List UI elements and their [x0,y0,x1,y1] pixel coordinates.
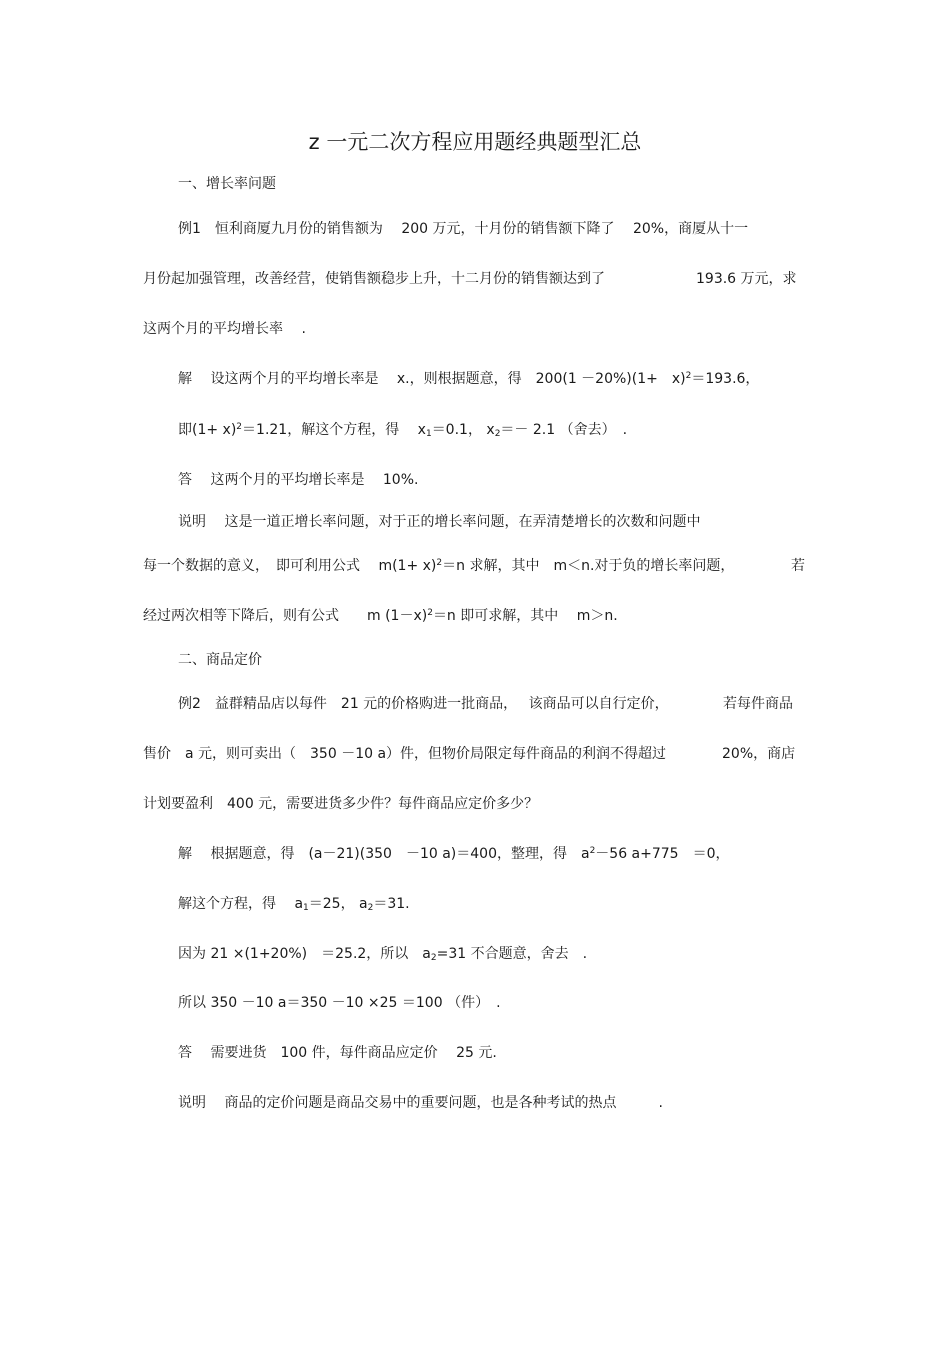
example-1-line-2-value: 193.6 万元，求 [696,271,797,287]
solution-2-line-1-exponent: 2 [589,846,596,856]
solution-2-line-1-b: －56 a+775 ＝0， [595,846,730,862]
answer-2: 答 需要进货 100 件，每件商品应定价 25 元. [178,1045,497,1061]
example-1-line-2 [143,270,797,288]
solution-2-line-2-c: ＝31. [373,896,410,912]
solution-1-line-2-c: ＝0.1， x [431,422,495,438]
solution-1-line-1 [178,370,759,388]
solution-2-line-2-sub-1: 1 [303,903,309,913]
note-1-line-3-b: ＝n 即可求解，其中 m＞n. [432,608,618,624]
solution-1-line-1-b: ＝193.6， [691,371,760,387]
example-1-line-2-text: 月份起加强管理，改善经营，使销售额稳步上升，十二月份的销售额达到了 [143,271,605,287]
solution-2-line-2-a: 解这个方程，得 a [178,896,304,912]
solution-2-line-1-a: 解 根据题意，得 (a－21)(350 －10 a)＝400，整理，得 a [178,846,590,862]
example-2-line-2 [143,745,796,763]
example-2-line-1-end: 若每件商品 [723,696,793,712]
example-2-line-2-text: 售价 a 元，则可卖出（ 350 －10 a）件，但物价局限定每件商品的利润不得超过 [143,746,667,762]
solution-2-line-2 [178,895,410,913]
solution-1-line-2-b: ＝1.21，解这个方程，得 x [242,422,426,438]
note-1-line-1: 说明 这是一道正增长率问题，对于正的增长率问题，在弄清楚增长的次数和问题中 [178,514,701,530]
solution-2-line-3-b: =31 不合题意，舍去 . [436,946,588,962]
example-2-line-1-text: 例2 益群精品店以每件 21 元的价格购进一批商品， 该商品可以自行定价， [178,696,669,712]
page-title: z 一元二次方程应用题经典题型汇总 [308,130,642,154]
note-1-line-2-exponent: 2 [436,558,443,568]
note-1-line-2 [143,557,805,575]
solution-1-line-2-exponent: 2 [236,422,243,432]
solution-2-line-3-sub: 2 [430,953,437,963]
note-1-line-2-a: 每一个数据的意义， 即可利用公式 m(1+ x) [143,558,437,574]
section-heading-pricing: 二、商品定价 [178,652,262,668]
note-1-line-2-end: 若 [791,558,805,574]
solution-1-line-2 [178,421,627,439]
example-2-line-2-end: 20%，商店 [722,746,796,762]
solution-1-line-2-d: ＝－ 2.1 （舍去） . [500,422,628,438]
note-1-line-3-a: 经过两次相等下降后，则有公式 m (1－x) [143,608,428,624]
note-1-line-3 [143,607,618,625]
note-1-line-2-b: ＝n 求解，其中 m＜n.对于负的增长率问题， [442,558,735,574]
note-2: 说明 商品的定价问题是商品交易中的重要问题，也是各种考试的热点 . [178,1095,663,1111]
solution-2-line-2-b: ＝25， a [308,896,368,912]
solution-2-line-2-sub-2: 2 [367,903,374,913]
solution-1-line-2-sub-1: 1 [425,429,432,439]
example-2-line-3: 计划要盈利 400 元，需要进货多少件？每件商品应定价多少？ [143,796,539,812]
solution-2-line-3 [178,945,587,963]
solution-1-line-1-exponent: 2 [685,371,692,381]
example-1-line-1: 例1 恒利商厦九月份的销售额为 200 万元，十月份的销售额下降了 20%，商厦从十一 [178,221,749,237]
solution-2-line-3-a: 因为 21 ×(1+20%) ＝25.2，所以 a [178,946,431,962]
note-1-line-3-exponent: 2 [427,608,433,618]
solution-1-line-2-a: 即(1+ x) [178,422,237,438]
answer-1: 答 这两个月的平均增长率是 10%. [178,472,419,488]
solution-2-line-1 [178,845,730,863]
example-1-line-3: 这两个月的平均增长率 . [143,321,306,337]
example-2-line-1 [178,695,793,713]
solution-1-line-1-a: 解 设这两个月的平均增长率是 x.，则根据题意，得 200(1 －20%)(1+ x) [178,371,686,387]
solution-1-line-2-sub-2: 2 [494,429,501,439]
solution-2-line-4: 所以 350 －10 a＝350 －10 ×25 ＝100 （件） . [178,995,501,1011]
section-heading-growth-rate: 一、增长率问题 [178,176,276,192]
